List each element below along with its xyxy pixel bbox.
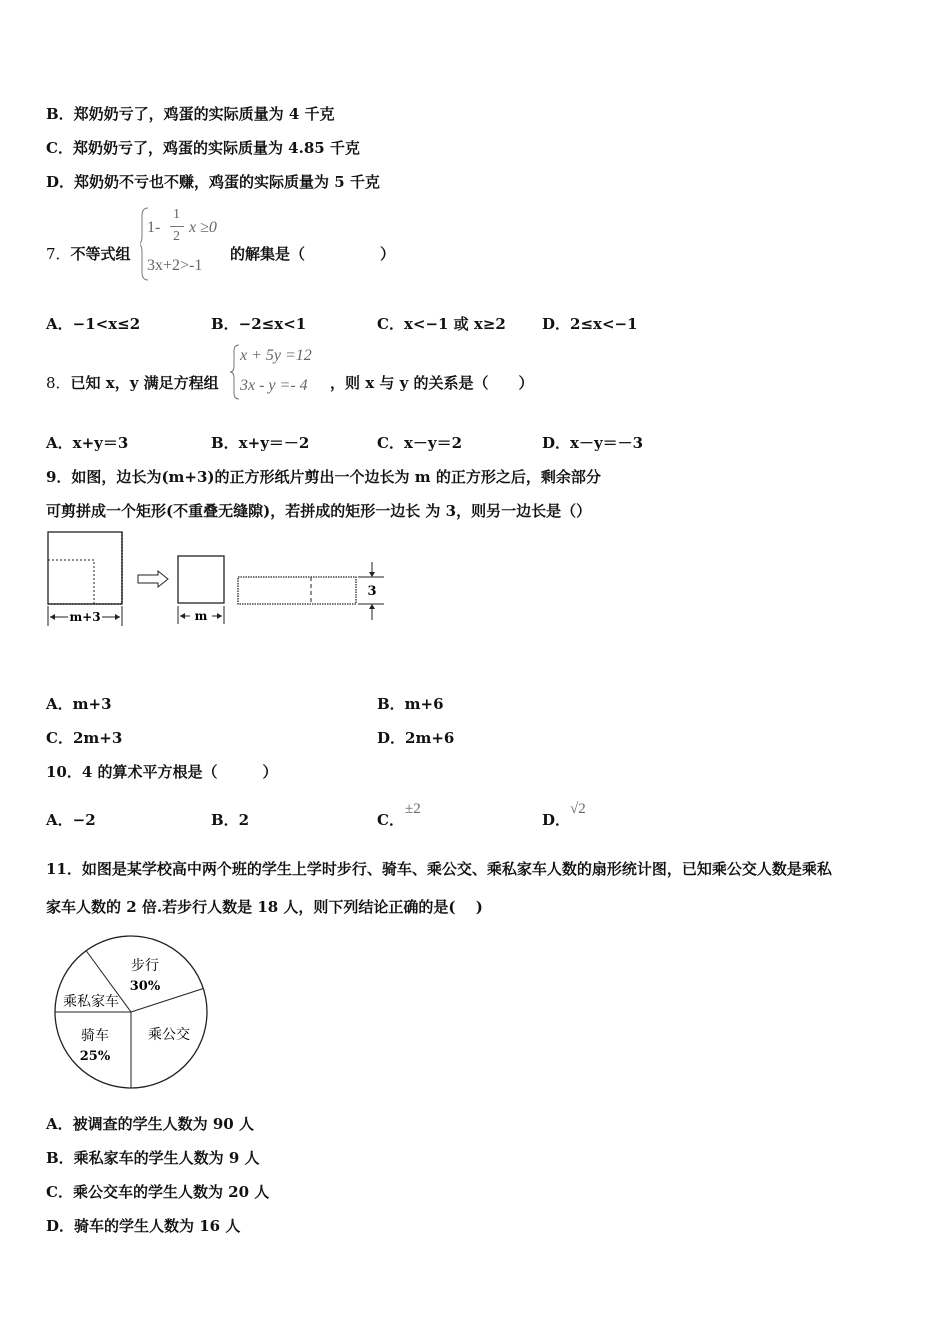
- q8-stem: [46, 372, 219, 393]
- q7-stem-text: 不等式组: [70, 245, 131, 263]
- q9-option-d: D．2m+6: [377, 729, 455, 747]
- q11-walk-pct: 30%: [129, 979, 161, 994]
- q8-number: 8．: [46, 374, 71, 392]
- q9-cut-line: [48, 560, 94, 604]
- q11-option-b: B．乘私家车的学生人数为 9 人: [46, 1149, 260, 1167]
- q9-option-c: C．2m+3: [46, 729, 123, 747]
- q11-pie-chart: [50, 932, 212, 1092]
- q9-label-m-plus-3: m+3: [69, 610, 101, 624]
- q9-label-3: 3: [367, 584, 377, 599]
- q8-stem-text: 已知 x，y 满足方程组: [70, 374, 219, 392]
- q8-option-d: D．x－y＝－3: [542, 434, 644, 452]
- q8-option-b: B．x+y＝－2: [211, 434, 310, 452]
- q10-option-b: B．2: [211, 811, 250, 829]
- q7-stem: [46, 243, 131, 264]
- q10-option-d-value: √2: [570, 801, 586, 817]
- q10-option-c: C．: [377, 811, 404, 829]
- q9-rectangle: [238, 577, 356, 604]
- q8-option-a: A．x+y＝3: [46, 434, 129, 452]
- q11-bike-pct: 25%: [79, 1049, 111, 1064]
- q9-arrow-icon: [138, 571, 168, 587]
- q6-option-d: D．郑奶奶不亏也不赚，鸡蛋的实际质量为 5 千克: [46, 173, 380, 191]
- q9-figure: [40, 528, 390, 632]
- q7-stem-tail: 的解集是（ ）: [230, 245, 396, 263]
- q11-bike-label: 骑车: [81, 1028, 109, 1044]
- q9-option-b: B．m+6: [377, 695, 444, 713]
- q9-stem-line2: 可剪拼成一个矩形(不重叠无缝隙)，若拼成的矩形一边长 为 3，则另一边长是（）: [46, 502, 592, 520]
- q9-small-square: [178, 556, 224, 603]
- q11-option-c: C．乘公交车的学生人数为 20 人: [46, 1183, 270, 1201]
- q11-stem-line2: 家车人数的 2 倍.若步行人数是 18 人，则下列结论正确的是( ): [46, 898, 483, 916]
- q7-sys-line1-b: x ≥0: [189, 219, 217, 236]
- q10-option-c-value: ±2: [405, 801, 421, 817]
- q10-option-d: D．: [542, 811, 571, 829]
- q7-option-b: B．−2≤x<1: [211, 315, 307, 333]
- q9-big-square: [48, 532, 122, 604]
- q6-option-c: C．郑奶奶亏了，鸡蛋的实际质量为 4.85 千克: [46, 139, 360, 157]
- q10-stem: 10．4 的算术平方根是（ ）: [46, 763, 278, 781]
- q6-option-b: B．郑奶奶亏了，鸡蛋的实际质量为 4 千克: [46, 105, 335, 123]
- q9-stem-line1: 9．如图，边长为(m+3)的正方形纸片剪出一个边长为 m 的正方形之后，剩余部分: [46, 468, 601, 486]
- q11-bus-label: 乘公交: [148, 1027, 190, 1043]
- q9-option-a: A．m+3: [46, 695, 112, 713]
- q7-option-c: C．x<−1 或 x≥2: [377, 315, 506, 333]
- q7-option-d: D．2≤x<−1: [542, 315, 638, 333]
- q8-sys-line2: 3x - y =- 4: [240, 377, 308, 394]
- q11-walk-label: 步行: [131, 958, 159, 974]
- q8-option-c: C．x－y＝2: [377, 434, 463, 452]
- q8-sys-line1: x + 5y =12: [240, 347, 312, 364]
- q10-option-a: A．−2: [46, 811, 96, 829]
- q7-number: 7．: [46, 245, 71, 263]
- q11-stem-line1: 11．如图是某学校高中两个班的学生上学时步行、骑车、乘公交、乘私家车人数的扇形统计图，已知乘公交人数是乘私: [46, 860, 832, 878]
- q11-car-label: 乘私家车: [63, 994, 119, 1010]
- q7-sys-frac-den: 2: [173, 229, 180, 244]
- q8-stem-tail: ，则 x 与 y 的关系是（ ）: [330, 374, 534, 392]
- q11-option-a: A．被调查的学生人数为 90 人: [46, 1115, 254, 1133]
- q7-sys-line1-a: 1-: [147, 219, 161, 236]
- q7-option-a: A．−1<x≤2: [46, 315, 141, 333]
- q7-frac-bar: [170, 226, 184, 227]
- q7-sys-frac-num: 1: [173, 207, 180, 222]
- q11-option-d: D．骑车的学生人数为 16 人: [46, 1217, 241, 1235]
- q7-sys-line2: 3x+2>-1: [147, 257, 203, 274]
- q9-label-m: m: [194, 609, 208, 623]
